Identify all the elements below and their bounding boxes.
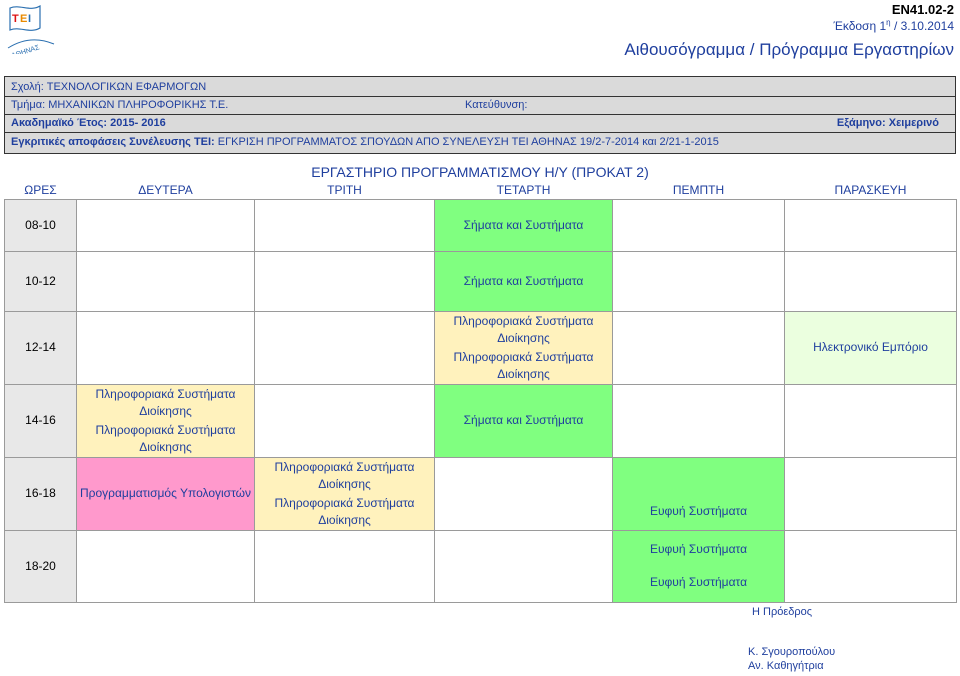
decisions-label: Εγκριτικές αποφάσεις Συνέλευσης ΤΕΙ: xyxy=(11,136,215,148)
course-entry: Πληροφοριακά Συστήματα Διοίκησης xyxy=(453,313,594,345)
empty-cell xyxy=(785,199,957,251)
empty-cell xyxy=(255,530,435,602)
info-separator xyxy=(5,96,955,97)
dept-label: Τμήμα: xyxy=(11,99,46,111)
document-title: Αιθουσόγραμμα / Πρόγραμμα Εργαστηρίων xyxy=(624,40,954,59)
decisions-line xyxy=(11,136,719,148)
empty-cell xyxy=(77,311,255,384)
column-header-friday: ΠΑΡΑΣΚΕΥΗ xyxy=(785,182,957,199)
empty-cell xyxy=(77,199,255,251)
course-entry: Ευφυή Συστήματα xyxy=(649,575,748,589)
edition-suffix: / 3.10.2014 xyxy=(890,19,954,33)
year-line xyxy=(11,117,166,129)
info-box xyxy=(4,76,956,154)
table-row xyxy=(5,530,957,602)
column-header-tuesday: ΤΡΙΤΗ xyxy=(255,182,435,199)
column-header-thursday: ΠΕΜΠΤΗ xyxy=(613,182,785,199)
course-entry: Πληροφοριακά Συστήματα Διοίκησης xyxy=(274,459,415,491)
dept-line xyxy=(11,99,228,111)
edition-prefix: Έκδοση 1 xyxy=(833,19,887,33)
empty-cell xyxy=(613,384,785,457)
time-slot: 08-10 xyxy=(5,199,77,251)
info-separator xyxy=(5,132,955,133)
course-entry: Πληροφοριακά Συστήματα Διοίκησης xyxy=(453,349,594,381)
table-row xyxy=(5,251,957,311)
svg-text:Ε: Ε xyxy=(20,13,28,25)
time-slot: 12-14 xyxy=(5,311,77,384)
course-cell: Ηλεκτρονικό Εμπόριο xyxy=(785,311,957,384)
table-row xyxy=(5,457,957,530)
course-cell xyxy=(435,311,613,384)
empty-cell xyxy=(77,251,255,311)
svg-text:Ι: Ι xyxy=(28,13,32,25)
empty-cell xyxy=(613,251,785,311)
empty-cell xyxy=(435,530,613,602)
lab-title: ΕΡΓΑΣΤΗΡΙΟ ΠΡΟΓΡΑΜΜΑΤΙΣΜΟΥ Η/Υ (ΠΡΟΚΑΤ 2) xyxy=(311,164,649,180)
course-cell: Προγραμματισμός Υπολογιστών xyxy=(77,457,255,530)
course-cell: Ευφυή Συστήματα xyxy=(613,457,785,530)
time-slot: 14-16 xyxy=(5,384,77,457)
course-cell xyxy=(613,530,785,602)
year-value: 2015- 2016 xyxy=(110,117,166,129)
course-entry: Ευφυή Συστήματα xyxy=(649,542,748,556)
timetable xyxy=(4,182,957,603)
table-row xyxy=(5,384,957,457)
signature-title: Αν. Καθηγήτρια xyxy=(748,660,824,672)
empty-cell xyxy=(255,384,435,457)
course-cell: Σήματα και Συστήματα xyxy=(435,199,613,251)
edition-superscript: η xyxy=(886,18,891,27)
document-code: ΕΝ41.02-2 xyxy=(891,2,954,17)
empty-cell xyxy=(613,311,785,384)
svg-text:ΑΘΗΝΑΣ: ΑΘΗΝΑΣ xyxy=(10,44,41,54)
time-slot: 16-18 xyxy=(5,457,77,530)
empty-cell xyxy=(77,530,255,602)
course-cell xyxy=(77,384,255,457)
semester-line xyxy=(837,117,939,129)
info-separator xyxy=(5,114,955,115)
empty-cell xyxy=(255,251,435,311)
course-cell: Σήματα και Συστήματα xyxy=(435,384,613,457)
course-entry: Πληροφοριακά Συστήματα Διοίκησης xyxy=(95,422,236,454)
table-row xyxy=(5,311,957,384)
course-entry: Πληροφοριακά Συστήματα Διοίκησης xyxy=(95,386,236,418)
empty-cell xyxy=(255,311,435,384)
direction-label: Κατεύθυνση: xyxy=(465,99,528,111)
course-entry: Πληροφοριακά Συστήματα Διοίκησης xyxy=(274,495,415,527)
column-header-wednesday: ΤΕΤΑΡΤΗ xyxy=(435,182,613,199)
empty-cell xyxy=(785,457,957,530)
column-header-hours: ΩΡΕΣ xyxy=(5,182,77,199)
column-header-monday: ΔΕΥΤΕΡΑ xyxy=(77,182,255,199)
empty-cell xyxy=(255,199,435,251)
semester-value: Χειμερινό xyxy=(888,117,939,129)
time-slot: 10-12 xyxy=(5,251,77,311)
table-row xyxy=(5,199,957,251)
tei-logo xyxy=(6,2,56,54)
course-cell: Σήματα και Συστήματα xyxy=(435,251,613,311)
semester-label: Εξάμηνο: xyxy=(836,117,886,129)
signature-name: Κ. Σγουροπούλου xyxy=(748,646,836,658)
svg-text:Τ: Τ xyxy=(12,13,19,25)
school-line xyxy=(11,81,206,93)
empty-cell xyxy=(613,199,785,251)
empty-cell xyxy=(435,457,613,530)
empty-cell xyxy=(785,251,957,311)
empty-cell xyxy=(785,530,957,602)
school-label: Σχολή: xyxy=(11,81,44,93)
header-row xyxy=(5,182,957,199)
signature-role: Η Πρόεδρος xyxy=(752,606,813,618)
document-edition xyxy=(833,18,954,33)
school-value: ΤΕΧΝΟΛΟΓΙΚΩΝ ΕΦΑΡΜΟΓΩΝ xyxy=(46,81,207,93)
empty-cell xyxy=(785,384,957,457)
course-cell xyxy=(255,457,435,530)
decisions-value: ΕΓΚΡΙΣΗ ΠΡΟΓΡΑΜΜΑΤΟΣ ΣΠΟΥΔΩΝ ΑΠΟ ΣΥΝΕΛΕΥΣΗ ΤΕΙ ΑΘΗΝΑΣ 19/2-7-2014 και 2/21-1-2015 xyxy=(217,136,719,148)
time-slot: 18-20 xyxy=(5,530,77,602)
dept-value: ΜΗΧΑΝΙΚΩΝ ΠΛΗΡΟΦΟΡΙΚΗΣ Τ.Ε. xyxy=(48,99,229,111)
year-label: Ακαδημαϊκό Έτος: xyxy=(11,117,108,129)
